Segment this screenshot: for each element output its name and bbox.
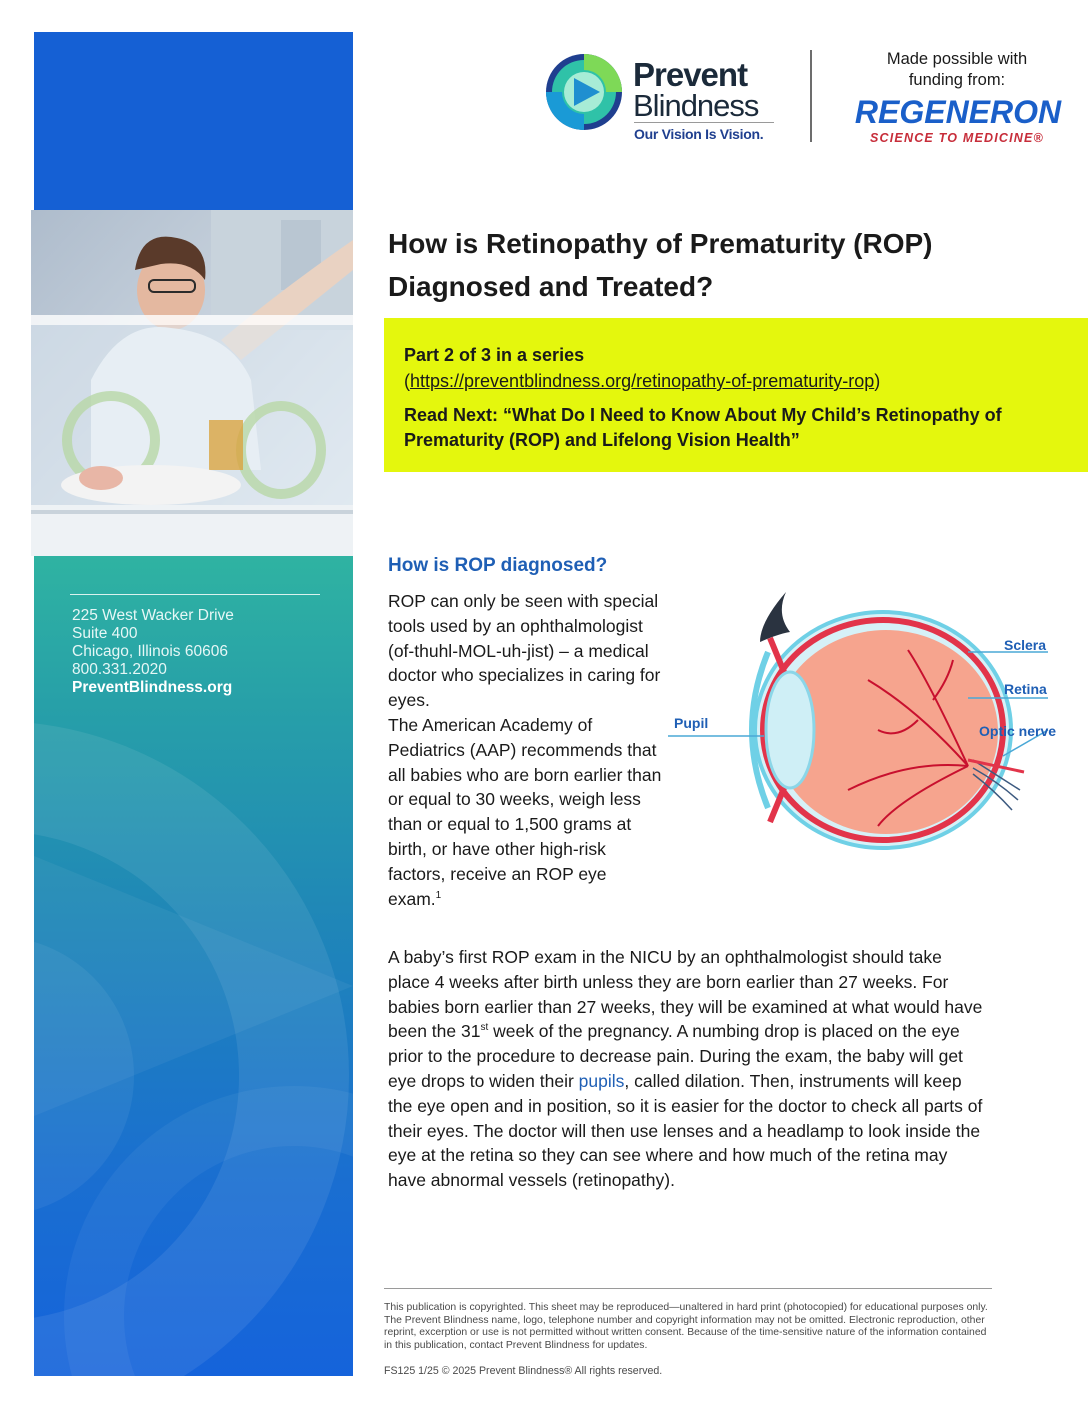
series-part-label: Part 2 of 3 in a series — [404, 345, 585, 365]
nicu-photo — [31, 210, 353, 556]
paragraph-2 — [388, 945, 988, 1193]
paragraph-1a: ROP can only be seen with special tools used by an ophthalmologist (of-thuhl-MOL-uh-jist) – a medical doctor who specializes in caring for eyes. — [388, 591, 661, 711]
label-retina: Retina — [1004, 681, 1047, 697]
left-color-block — [34, 32, 353, 210]
publication-code: FS125 1/25 © 2025 Prevent Blindness® All rights reserved. — [384, 1365, 663, 1377]
paragraph-1 — [388, 589, 663, 911]
contact-address — [72, 607, 332, 697]
footnote-ref: 1 — [435, 889, 442, 901]
eye-anatomy-diagram — [668, 590, 1068, 870]
label-pupil: Pupil — [674, 715, 709, 731]
title-line-1: How is Retinopathy of Prematurity (ROP) — [388, 228, 933, 259]
label-sclera: Sclera — [1004, 637, 1047, 653]
series-url — [404, 371, 880, 392]
url-close-paren: ) — [874, 371, 881, 391]
logo-word-prevent: Prevent — [633, 56, 748, 93]
logo-tagline: Our Vision Is Vision. — [634, 126, 764, 142]
address-city: Chicago, Illinois 60606 — [72, 643, 228, 660]
funding-note — [850, 49, 1064, 91]
read-next-text: Read Next: “What Do I Need to Know About My Child’s Retinopathy of Prematurity (ROP) and Lifelong Vision Health” — [404, 405, 1002, 450]
ordinal-suffix: st — [480, 1022, 489, 1034]
section-heading: How is ROP diagnosed? — [388, 555, 608, 576]
paragraph-2c: , called dilation. Then, instruments will keep the eye open and in position, so it is easier for the doctor to check all parts of their eyes. The doctor will then use lenses and a headlamp to look inside the eye at the retina so they can see where and how much of the retina may have abnormal vessels (retinopathy). — [388, 1070, 983, 1191]
title-line-2: Diagnosed and Treated? — [388, 271, 714, 302]
funding-line-2: funding from: — [908, 71, 1006, 89]
regeneron-logo: REGENERON — [854, 94, 1062, 130]
address-street: 225 West Wacker Drive — [72, 607, 234, 624]
eyelid-upper — [760, 592, 790, 642]
paragraph-2b: week of the pregnancy. A numbing drop is placed on the eye prior to the procedure to decrease pain. During the exam, the baby will get eye drops to widen their — [388, 1021, 963, 1091]
address-suite: Suite 400 — [72, 625, 138, 642]
lens-shape — [766, 672, 814, 788]
paragraph-1b-text: The American Academy of Pediatrics (AAP) recommends that all babies who are born earlier than or equal to 30 weeks, weigh less than or equal to 1,500 grams at birth, or have other high-risk factors, receive an ROP eye exam. — [388, 714, 662, 909]
logo-word-blindness: Blindness — [633, 88, 759, 123]
label-optic-nerve: Optic nerve — [979, 723, 1057, 739]
phone-number: 800.331.2020 — [72, 661, 167, 678]
series-url-link[interactable]: https://preventblindness.org/retinopathy-of-prematurity-rop — [410, 371, 875, 391]
footer-divider — [384, 1288, 992, 1289]
page-title — [388, 222, 1068, 308]
paragraph-2a: A baby’s first ROP exam in the NICU by an ophthalmologist should take place 4 weeks after birth unless they are born earlier than 27 weeks. For babies born earlier than 27 weeks, they will be examined at what would have been the 31 — [388, 947, 983, 1042]
address-divider — [70, 594, 320, 595]
header-divider — [810, 50, 812, 142]
url-open-paren: ( — [404, 371, 410, 391]
funding-line-1: Made possible with — [886, 50, 1028, 68]
pupils-link[interactable]: pupils — [578, 1070, 625, 1091]
copyright-notice: This publication is copyrighted. This sheet may be reproduced—unaltered in hard print (photocopied) for educational purposes only. The Prevent Blindness name, logo, telephone number and copyright information may not be omitted. Electronic reproduction, other reprint, excerption or use is not permitted without written consent. Because of the time-sensitive nature of the information contained in this publication, contact Prevent Blindness for updates. — [384, 1302, 988, 1351]
regeneron-tagline: SCIENCE TO MEDICINE® — [870, 131, 1044, 145]
website-link[interactable]: PreventBlindness.org — [72, 679, 233, 696]
paragraph-1b — [388, 713, 663, 911]
